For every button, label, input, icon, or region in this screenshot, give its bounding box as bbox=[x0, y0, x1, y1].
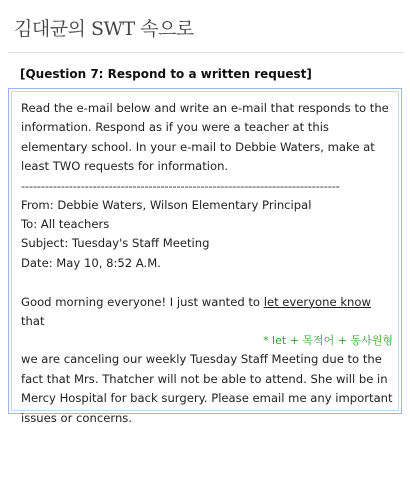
email-body-first-line bbox=[21, 293, 395, 332]
question-heading: [Question 7: Respond to a written request] bbox=[20, 67, 312, 81]
email-body-start: Good morning everyone! I just wanted to bbox=[21, 294, 264, 309]
email-body-that: that bbox=[21, 314, 45, 329]
underlined-phrase: let everyone know bbox=[263, 294, 371, 309]
question-box bbox=[8, 88, 402, 425]
email-to: To: All teachers bbox=[21, 217, 110, 232]
question-box-inner bbox=[11, 91, 399, 425]
email-date: Date: May 10, 8:52 A.M. bbox=[21, 255, 161, 270]
email-from: From: Debbie Waters, Wilson Elementary Principal bbox=[21, 197, 312, 212]
question-content bbox=[21, 99, 395, 428]
annotation-line bbox=[21, 331, 395, 350]
blank-line bbox=[21, 273, 395, 292]
page-title: 김대균의 SWT 속으로 bbox=[14, 18, 194, 40]
instructions-text: Read the e-mail below and write an e-mail that responds to the information. Respond as if you were a teacher at this elementary school. In your e-mail to Debbie Waters, make at least TWO requests for information. bbox=[21, 101, 389, 174]
email-body-rest: we are canceling our weekly Tuesday Staff Meeting due to the fact that Mrs. Thatcher will not be able to attend. She will be in Mercy Hospital for back surgery. Please email me any important issues or concerns. bbox=[21, 352, 393, 425]
title-divider bbox=[8, 52, 404, 53]
email-subject: Subject: Tuesday's Staff Meeting bbox=[21, 236, 210, 251]
grammar-annotation: * let + 목적어 + 동사원형 bbox=[263, 334, 393, 348]
separator-line: -------------------------------------------------------------------------------- bbox=[21, 178, 340, 193]
